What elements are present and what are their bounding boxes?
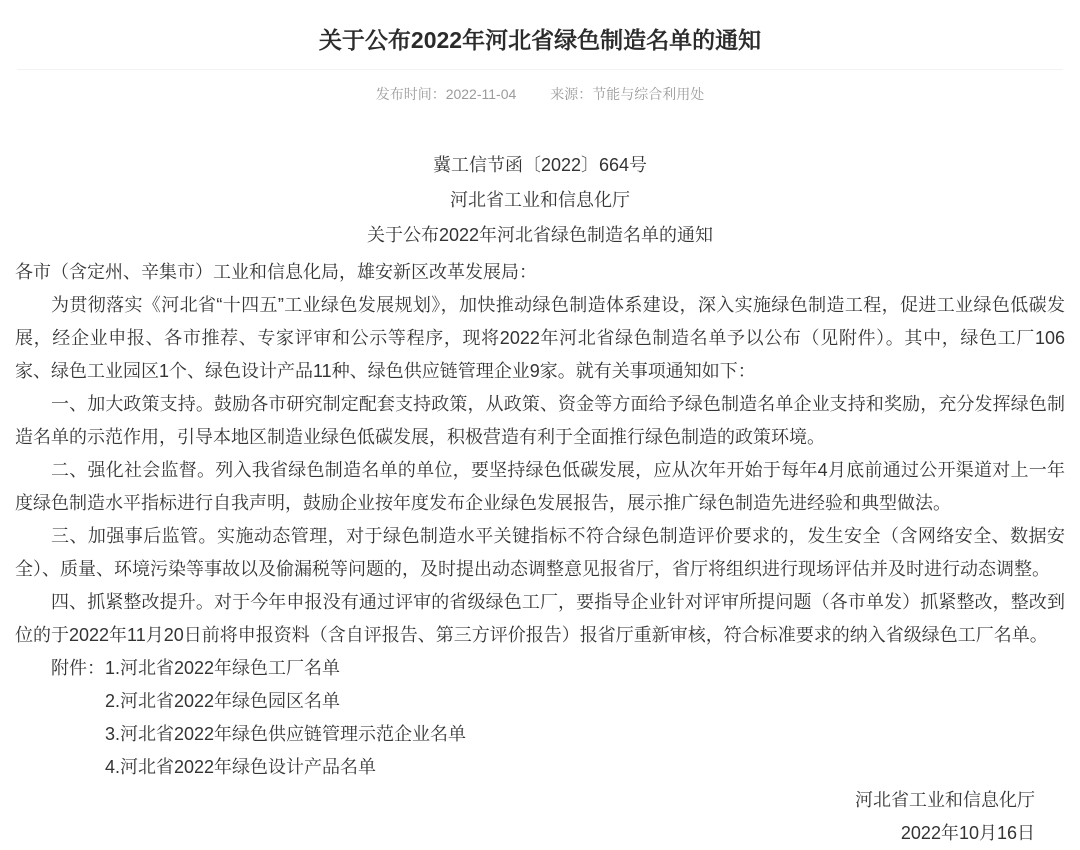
attachment-line-1 bbox=[15, 652, 1065, 685]
signature-date: 2022年10月16日 bbox=[900, 823, 1035, 843]
salutation: 各市（含定州、辛集市）工业和信息化局，雄安新区改革发展局： bbox=[15, 262, 537, 282]
paragraph-intro: 为贯彻落实《河北省“十四五”工业绿色发展规划》，加快推动绿色制造体系建设，深入实施绿色制造工程，促进工业绿色低碳发展，经企业申报、各市推荐、专家评审和公示等程序，现将2022年河北省绿色制造名单予以公布（见附件）。其中，绿色工厂106家、绿色工业园区1个、绿色设计产品11种、绿色供应链管理企业9家。就有关事项通知如下： bbox=[15, 295, 1065, 381]
attachment-2: 2.河北省2022年绿色园区名单 bbox=[105, 691, 341, 711]
page-title: 关于公布2022年河北省绿色制造名单的通知 bbox=[318, 27, 762, 53]
doc-issuer: 河北省工业和信息化厅 bbox=[450, 190, 630, 210]
meta-line bbox=[0, 70, 1080, 104]
paragraph-item-4: 四、抓紧整改提升。对于今年申报没有通过评审的省级绿色工厂，要指导企业针对评审所提问题（各市单发）抓紧整改，整改到位的于2022年11月20日前将申报资料（含自评报告、第三方评价报告）报省厅重新审核，符合标准要求的纳入省级绿色工厂名单。 bbox=[15, 592, 1065, 645]
paragraph-item-2: 二、强化社会监督。列入我省绿色制造名单的单位，要坚持绿色低碳发展，应从次年开始于每年4月底前通过公开渠道对上一年度绿色制造水平指标进行自我声明，鼓励企业按年度发布企业绿色发展报告，展示推广绿色制造先进经验和典型做法。 bbox=[15, 460, 1065, 513]
document-body bbox=[0, 253, 1080, 850]
doc-number: 冀工信节函〔2022〕664号 bbox=[432, 155, 648, 175]
document-head bbox=[0, 148, 1080, 253]
paragraph-item-3: 三、加强事后监管。实施动态管理，对于绿色制造水平关键指标不符合绿色制造评价要求的，发生安全（含网络安全、数据安全）、质量、环境污染等事故以及偷漏税等问题的，及时提出动态调整意见报省厅，省厅将组织进行现场评估并及时进行动态调整。 bbox=[15, 526, 1065, 579]
source-label: 来源： bbox=[550, 86, 593, 102]
signature-block bbox=[15, 784, 1065, 850]
publish-time-value: 2022-11-04 bbox=[445, 86, 517, 102]
source-value: 节能与综合利用处 bbox=[592, 86, 705, 102]
attachment-1: 1.河北省2022年绿色工厂名单 bbox=[105, 658, 341, 678]
signature-issuer: 河北省工业和信息化厅 bbox=[855, 790, 1035, 810]
attachments-label: 附件： bbox=[51, 658, 105, 678]
attachment-3: 3.河北省2022年绿色供应链管理示范企业名单 bbox=[105, 724, 467, 744]
attachment-4: 4.河北省2022年绿色设计产品名单 bbox=[105, 757, 377, 777]
doc-title: 关于公布2022年河北省绿色制造名单的通知 bbox=[366, 225, 714, 245]
publish-time-label: 发布时间： bbox=[375, 86, 446, 102]
paragraph-item-1: 一、加大政策支持。鼓励各市研究制定配套支持政策，从政策、资金等方面给予绿色制造名单企业支持和奖励，充分发挥绿色制造名单的示范作用，引导本地区制造业绿色低碳发展，积极营造有利于全面推行绿色制造的政策环境。 bbox=[15, 394, 1065, 447]
